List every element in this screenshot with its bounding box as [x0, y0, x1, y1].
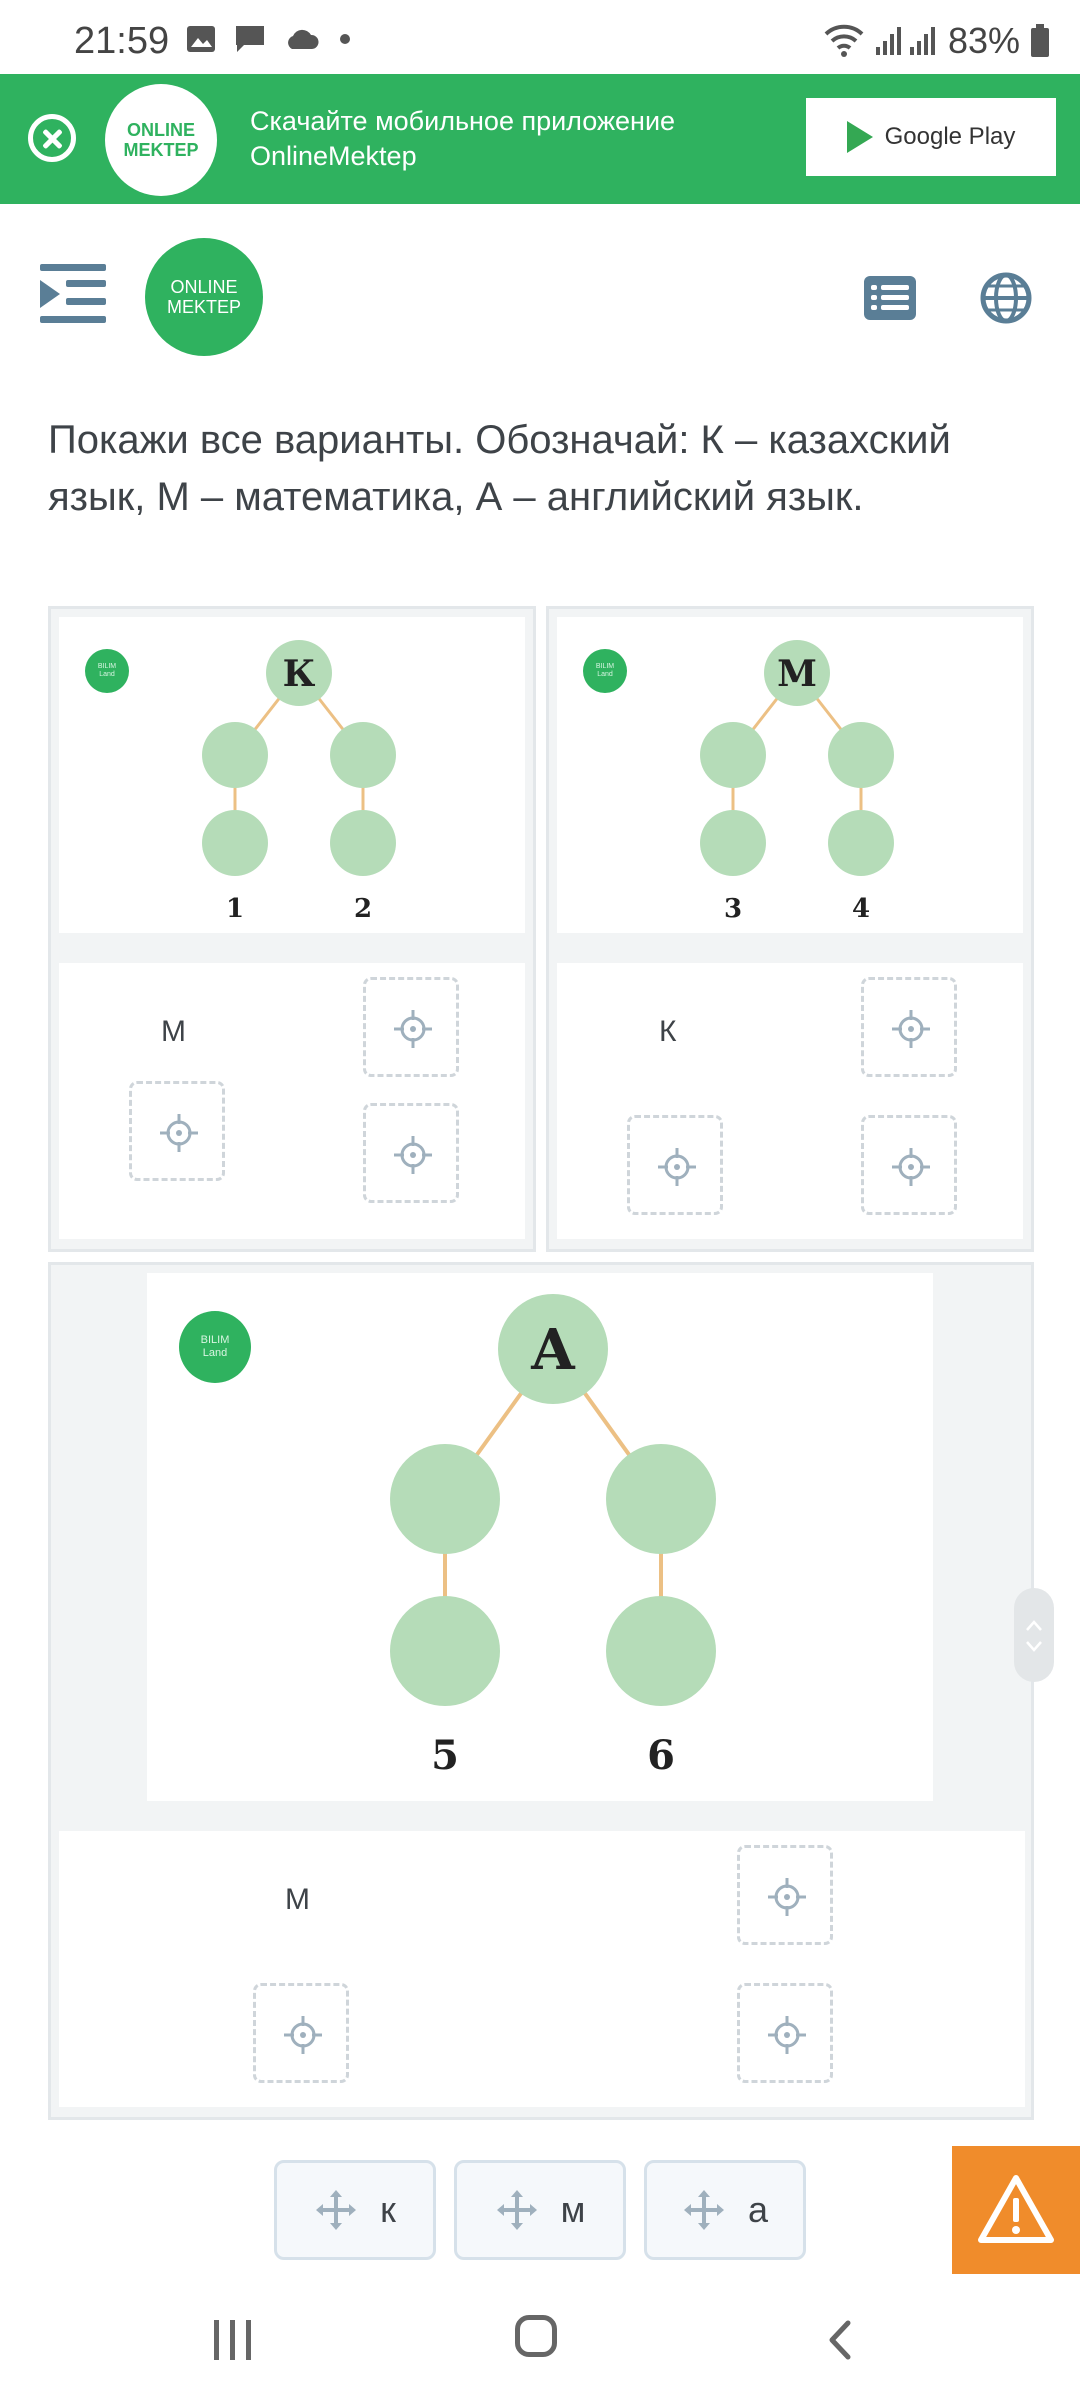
branch-number: 2: [353, 894, 373, 924]
tree-image-2: [557, 617, 1023, 933]
google-play-icon: [847, 121, 873, 153]
tree-root-label: М: [777, 653, 817, 695]
tree-node: [202, 810, 268, 876]
warning-icon: [978, 2174, 1054, 2244]
tree-node: [828, 810, 894, 876]
tree-panel-1: [48, 606, 536, 1252]
notification-icons: [186, 24, 352, 54]
drag-chip-a[interactable]: [644, 2160, 806, 2260]
list-icon[interactable]: [864, 276, 916, 320]
chip-label: а: [747, 2189, 769, 2230]
battery-icon: [1030, 24, 1050, 58]
crosshair-icon: [394, 1136, 432, 1174]
wifi-icon: [824, 24, 864, 58]
status-bar: [0, 0, 1080, 74]
answer-fixed-label: М: [161, 1015, 186, 1048]
question-text: Покажи все варианты. Обозначай: К – казахский язык, М – математика, А – английский язык.: [48, 418, 951, 519]
tree-node: [330, 810, 396, 876]
drop-zone[interactable]: [363, 1103, 459, 1203]
move-icon: [495, 2188, 539, 2232]
drag-chip-m[interactable]: [454, 2160, 626, 2260]
drop-zone[interactable]: [253, 1983, 349, 2083]
drop-zone[interactable]: [363, 977, 459, 1077]
chevron-up-down-icon: [1014, 1588, 1054, 1682]
app-logo-line2: MEKTEP: [166, 297, 241, 317]
close-icon[interactable]: [28, 114, 76, 162]
promo-text-line2: OnlineMektep: [250, 141, 417, 171]
branch-number: 3: [723, 894, 743, 924]
status-time: 21:59: [74, 20, 170, 62]
answer-fixed-label: М: [285, 1883, 310, 1916]
bilimland-badge: [179, 1311, 251, 1383]
badge-line1: BILIM: [200, 1334, 230, 1346]
tree-node: [390, 1444, 500, 1554]
home-icon[interactable]: [515, 2315, 557, 2357]
tree-diagram: [179, 629, 419, 929]
branch-number: 5: [431, 1732, 459, 1779]
scroll-handle[interactable]: [1014, 1588, 1054, 1682]
drop-zone[interactable]: [627, 1115, 723, 1215]
crosshair-icon: [768, 2016, 806, 2054]
promo-logo: [105, 84, 217, 196]
crosshair-icon: [394, 1010, 432, 1048]
app-logo[interactable]: [145, 238, 263, 356]
app-promo-banner: [0, 74, 1080, 204]
drop-zone[interactable]: [737, 1845, 833, 1945]
cloud-icon: [284, 27, 320, 51]
move-icon: [682, 2188, 726, 2232]
chip-label: к: [380, 2189, 396, 2230]
bilimland-badge: [85, 649, 129, 693]
move-icon: [314, 2188, 358, 2232]
tree-node: [606, 1444, 716, 1554]
recent-apps-icon[interactable]: [214, 2320, 254, 2360]
app-logo-line1: ONLINE: [170, 277, 238, 297]
tree-panel-3: [48, 1262, 1034, 2120]
crosshair-icon: [768, 1878, 806, 1916]
signal-icon: [874, 25, 938, 57]
crosshair-icon: [892, 1010, 930, 1048]
crosshair-icon: [892, 1148, 930, 1186]
drop-zone[interactable]: [129, 1081, 225, 1181]
tree-node: [828, 722, 894, 788]
answer-fixed-label: К: [659, 1015, 677, 1048]
answer-area-1: [59, 963, 525, 1239]
tree-node: [700, 722, 766, 788]
promo-text-line1: Скачайте мобильное приложение: [250, 106, 676, 136]
report-problem-button[interactable]: [952, 2146, 1080, 2274]
badge-line1: BILIM: [595, 663, 615, 670]
drop-zone[interactable]: [861, 1115, 957, 1215]
answer-area-3: [59, 1831, 1025, 2107]
tree-panel-2: [546, 606, 1034, 1252]
crosshair-icon: [284, 2016, 322, 2054]
drop-zone[interactable]: [861, 977, 957, 1077]
tree-node: [390, 1596, 500, 1706]
message-icon: [234, 24, 266, 54]
chip-label: м: [560, 2189, 586, 2230]
battery-percent: 83%: [947, 20, 1020, 61]
tree-node: [700, 810, 766, 876]
drop-zone[interactable]: [737, 1983, 833, 2083]
back-icon[interactable]: [826, 2320, 854, 2360]
badge-line2: Land: [597, 671, 613, 678]
badge-line2: Land: [202, 1347, 228, 1359]
crosshair-icon: [160, 1114, 198, 1152]
tree-node: [330, 722, 396, 788]
app-header: [0, 204, 1080, 364]
google-play-label: Google Play: [884, 123, 1016, 150]
globe-icon[interactable]: [980, 272, 1032, 324]
image-icon: [186, 25, 216, 53]
branch-number: 4: [851, 894, 871, 924]
tree-diagram: [677, 629, 917, 929]
tree-root-label: К: [282, 653, 316, 695]
tree-root-label: А: [530, 1317, 576, 1383]
promo-logo-line1: ONLINE: [126, 120, 195, 140]
tree-node: [202, 722, 268, 788]
promo-text: [250, 104, 675, 174]
tree-image-3: [147, 1273, 933, 1801]
tree-diagram: [363, 1283, 743, 1793]
badge-line1: BILIM: [97, 663, 117, 670]
menu-icon[interactable]: [40, 264, 106, 324]
dot-icon: [338, 32, 352, 46]
tree-image-1: [59, 617, 525, 933]
google-play-button[interactable]: [806, 98, 1056, 176]
system-nav-bar: [0, 2280, 1080, 2400]
crosshair-icon: [658, 1148, 696, 1186]
tree-node: [606, 1596, 716, 1706]
branch-number: 6: [647, 1732, 675, 1779]
badge-line2: Land: [99, 671, 115, 678]
promo-logo-line2: MEKTEP: [123, 140, 199, 160]
branch-number: 1: [225, 894, 245, 924]
answer-area-2: [557, 963, 1023, 1239]
bilimland-badge: [583, 649, 627, 693]
drag-chip-k[interactable]: [274, 2160, 436, 2260]
